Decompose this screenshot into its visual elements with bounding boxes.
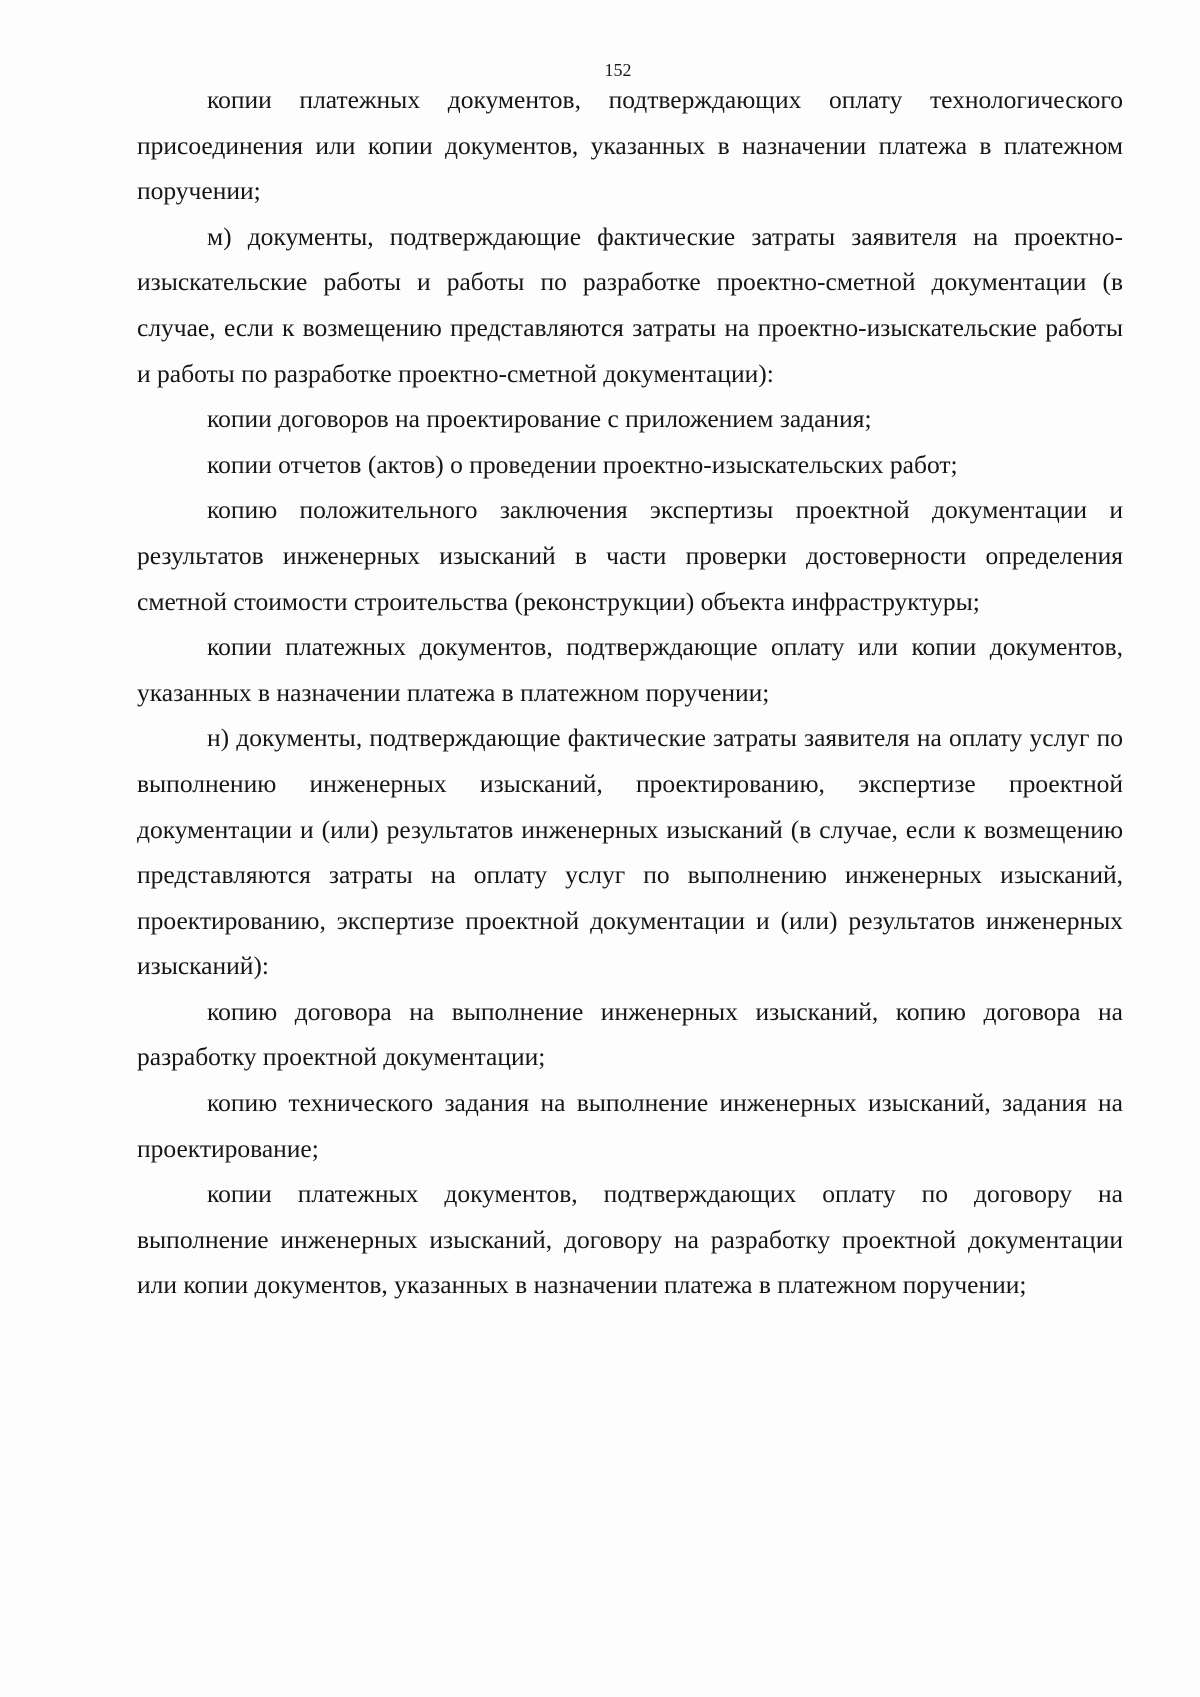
paragraph-payment-docs-design: копии платежных документов, подтверждающие оплату или копии документов, указанных в назначении платежа в платежном поручении; (137, 632, 1123, 707)
paragraph-item-n: н) документы, подтверждающие фактические затраты заявителя на оплату услуг по выполнению инженерных изысканий, проектированию, экспертизе проектной документации и (или) результатов инженерных изысканий (в случае, если к возмещению представляются затраты на оплату услуг по выполнению инженерных изысканий, проектированию, экспертизе проектной документации и (или) результатов инженерных изысканий): (137, 723, 1123, 981)
paragraph-technical-assignment: копию технического задания на выполнение инженерных изысканий, задания на проектирование; (137, 1088, 1123, 1163)
paragraph-design-contracts: копии договоров на проектирование с приложением задания; (207, 404, 872, 434)
paragraph-payment-docs-connection: копии платежных документов, подтверждающих оплату технологического присоединения или копии документов, указанных в назначении платежа в платежном поручении; (137, 85, 1123, 206)
paragraph-survey-contract: копию договора на выполнение инженерных изысканий, копию договора на разработку проектной документации; (137, 996, 1123, 1072)
page-number: 152 (604, 60, 632, 80)
paragraph-survey-reports: копии отчетов (актов) о проведении проектно-изыскательских работ; (207, 449, 958, 479)
document-body (137, 77, 1123, 1308)
paragraph-payment-docs-survey: копии платежных документов, подтверждающих оплату по договору на выполнение инженерных изысканий, договору на разработку проектной документации или копии документов, указанных в назначении платежа в платежном поручении; (137, 1179, 1123, 1300)
paragraph-item-m: м) документы, подтверждающие фактические затраты заявителя на проектно-изыскательские работы и работы по разработке проектно-сметной документации (в случае, если к возмещению представляются затраты на проектно-изыскательские работы и работы по разработке проектно-сметной документации): (137, 221, 1123, 388)
paragraph-expertise-conclusion: копию положительного заключения экспертизы проектной документации и результатов инженерных изысканий в части проверки достоверности определения сметной стоимости строительства (реконструкции) объекта инфраструктуры; (137, 495, 1123, 616)
